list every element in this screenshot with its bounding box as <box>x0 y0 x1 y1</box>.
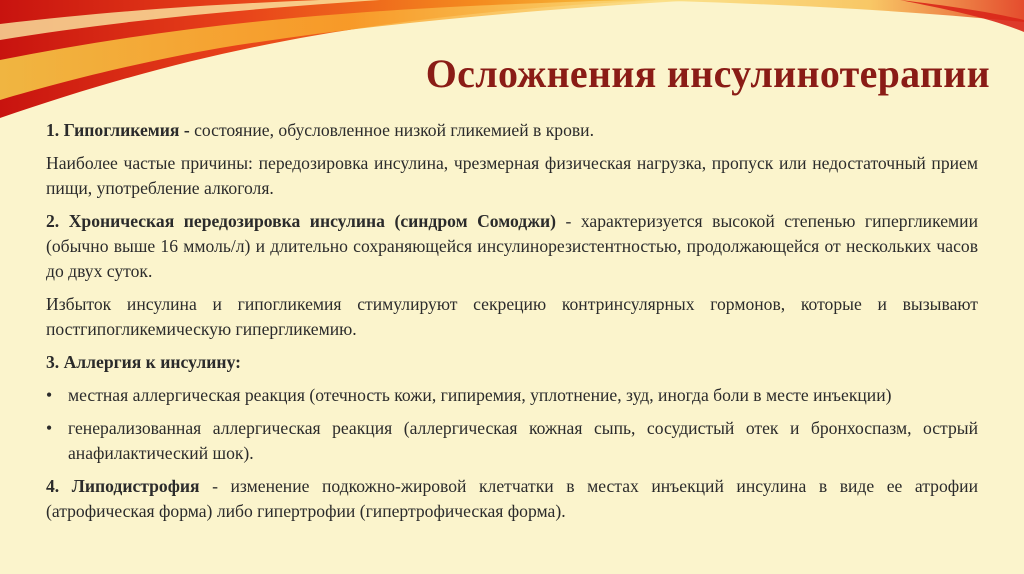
paragraph-insulin-excess: Избыток инсулина и гипогликемия стимулируют секрецию контринсулярных гормонов, которые и вызывают постгипогликемическую гипергликемию. <box>46 294 978 339</box>
bullet-icon: • <box>46 385 53 405</box>
paragraph-hypoglycemia <box>46 118 978 143</box>
list-item-general-allergy <box>46 416 978 466</box>
slide-body <box>46 118 978 532</box>
heading-somogyi: 2. Хроническая передозировка инсулина (синдром Сомоджи) <box>46 211 556 231</box>
text-somogyi: - характеризуется высокой степенью гипергликемии (обычно выше 16 ммоль/л) и длительно сохраняющейся инсулинорезистентностью, продолжающейся от нескольких часов до двух суток. <box>46 211 978 281</box>
paragraph-causes: Наиболее частые причины: передозировка инсулина, чрезмерная физическая нагрузка, пропуск или недостаточный прием пищи, употребление алкоголя. <box>46 153 978 198</box>
paragraph-somogyi <box>46 209 978 284</box>
heading-lipodystrophy: 4. Липодистрофия <box>46 476 200 496</box>
text-hypoglycemia: состояние, обусловленное низкой гликемией в крови. <box>189 120 594 140</box>
text-lipodystrophy: - изменение подкожно-жировой клетчатки в местах инъекций инсулина в виде ее атрофии (атрофическая форма) либо гипертрофии (гипертрофическая форма). <box>46 476 978 521</box>
bullet-icon: • <box>46 418 53 438</box>
list-item-local-allergy <box>46 383 978 408</box>
heading-hypoglycemia: 1. Гипогликемия - <box>46 120 190 140</box>
bullet-text: генерализованная аллергическая реакция (аллергическая кожная сыпь, сосудистый отек и бронхоспазм, острый анафилактический шок). <box>68 418 978 463</box>
heading-allergy: 3. Аллергия к инсулину: <box>46 352 241 372</box>
slide-title: Осложнения инсулинотерапии <box>425 51 990 96</box>
paragraph-allergy <box>46 350 978 375</box>
paragraph-lipodystrophy <box>46 474 978 524</box>
bullet-text: местная аллергическая реакция (отечность кожи, гипиремия, уплотнение, зуд, иногда боли в месте инъекции) <box>68 385 892 405</box>
